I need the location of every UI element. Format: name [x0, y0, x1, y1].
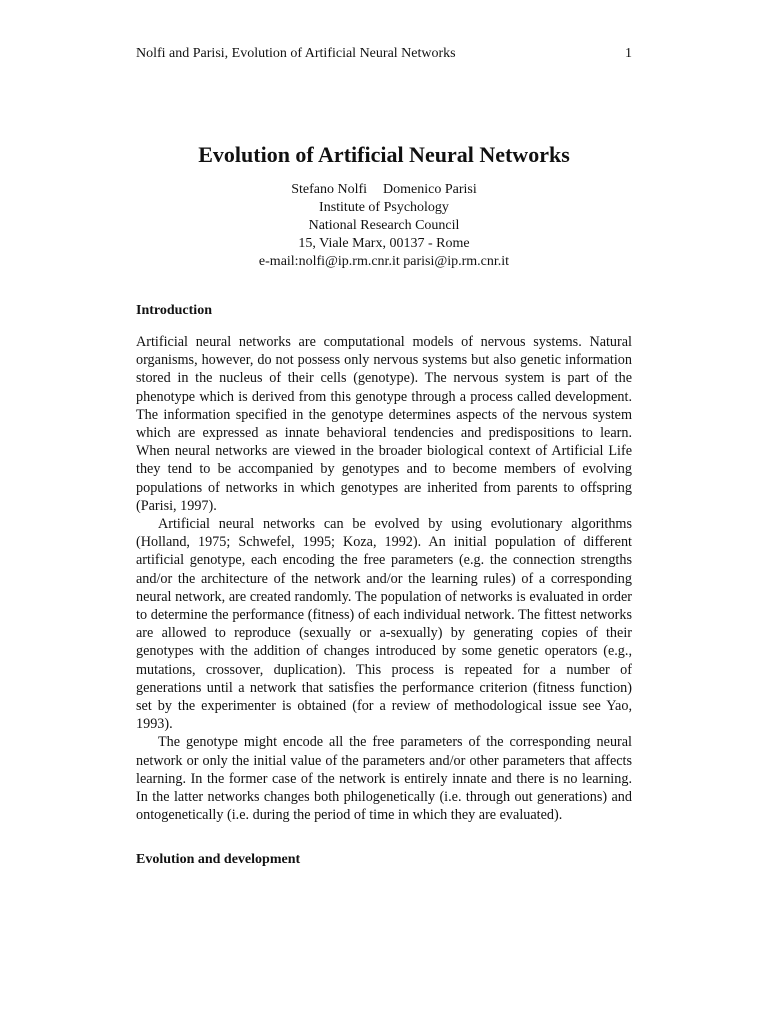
author-block	[0, 181, 768, 271]
introduction-body	[136, 333, 632, 824]
running-title: Nolfi and Parisi, Evolution of Artificial Neural Networks	[136, 46, 456, 61]
running-header	[136, 45, 632, 63]
paragraph-2: Artificial neural networks can be evolved by using evolutionary algorithms (Holland, 1975; Schwefel, 1995; Koza, 1992). An initial population of different artificial genotype, each encoding the free parameters (e.g. the connection strengths and/or the architecture of the network and/or the learning rules) of a corresponding neural network, are created randomly. The population of networks is evaluated in order to determine the performance (fitness) of each individual network. The fittest networks are allowed to reproduce (sexually or a-sexually) by generating copies of their genotypes with the addition of changes introduced by some genetic operators (e.g., mutations, crossover, duplication). This process is repeated for a number of generations until a network that satisfies the performance criterion (fitness function) set by the experimenter is obtained (for a review of methodological issue see Yao, 1993).	[136, 516, 632, 733]
paragraph-3: The genotype might encode all the free parameters of the corresponding neural network or only the initial value of the parameters and/or other parameters that affects learning. In the former case of the network is entirely innate and there is no learning. In the latter networks changes both philogenetically (i.e. through out generations) and ontogenetically (i.e. during the period of time in which they are evaluated).	[136, 734, 632, 824]
section-heading-introduction: Introduction	[136, 303, 212, 318]
paragraph-1: Artificial neural networks are computational models of nervous systems. Natural organisms, however, do not possess only nervous systems but also genetic information stored in the nucleus of their cells (genotype). The nervous system is part of the phenotype which is derived from this genotype through a process called development. The information specified in the genotype determines aspects of the nervous system which are expressed as innate behavioral tendencies and predispositions to learn. When neural networks are viewed in the broader biological context of Artificial Life they tend to be accompanied by genotypes and to become members of evolving populations of networks in which genotypes are inherited from parents to offspring (Parisi, 1997).	[136, 334, 632, 514]
section-heading-evolution: Evolution and development	[136, 852, 301, 867]
paper-title: Evolution of Artificial Neural Networks	[198, 142, 570, 167]
page-number: 1	[625, 46, 632, 61]
author-nolfi: Stefano Nolfi	[291, 182, 368, 197]
author-emails: e-mail:nolfi@ip.rm.cnr.it parisi@ip.rm.cnr.it	[258, 254, 510, 269]
affiliation-institute: Institute of Psychology	[319, 200, 449, 215]
author-names	[0, 181, 768, 199]
author-parisi: Domenico Parisi	[383, 182, 477, 197]
affiliation-council: National Research Council	[308, 218, 460, 233]
affiliation-address: 15, Viale Marx, 00137 - Rome	[298, 236, 470, 251]
